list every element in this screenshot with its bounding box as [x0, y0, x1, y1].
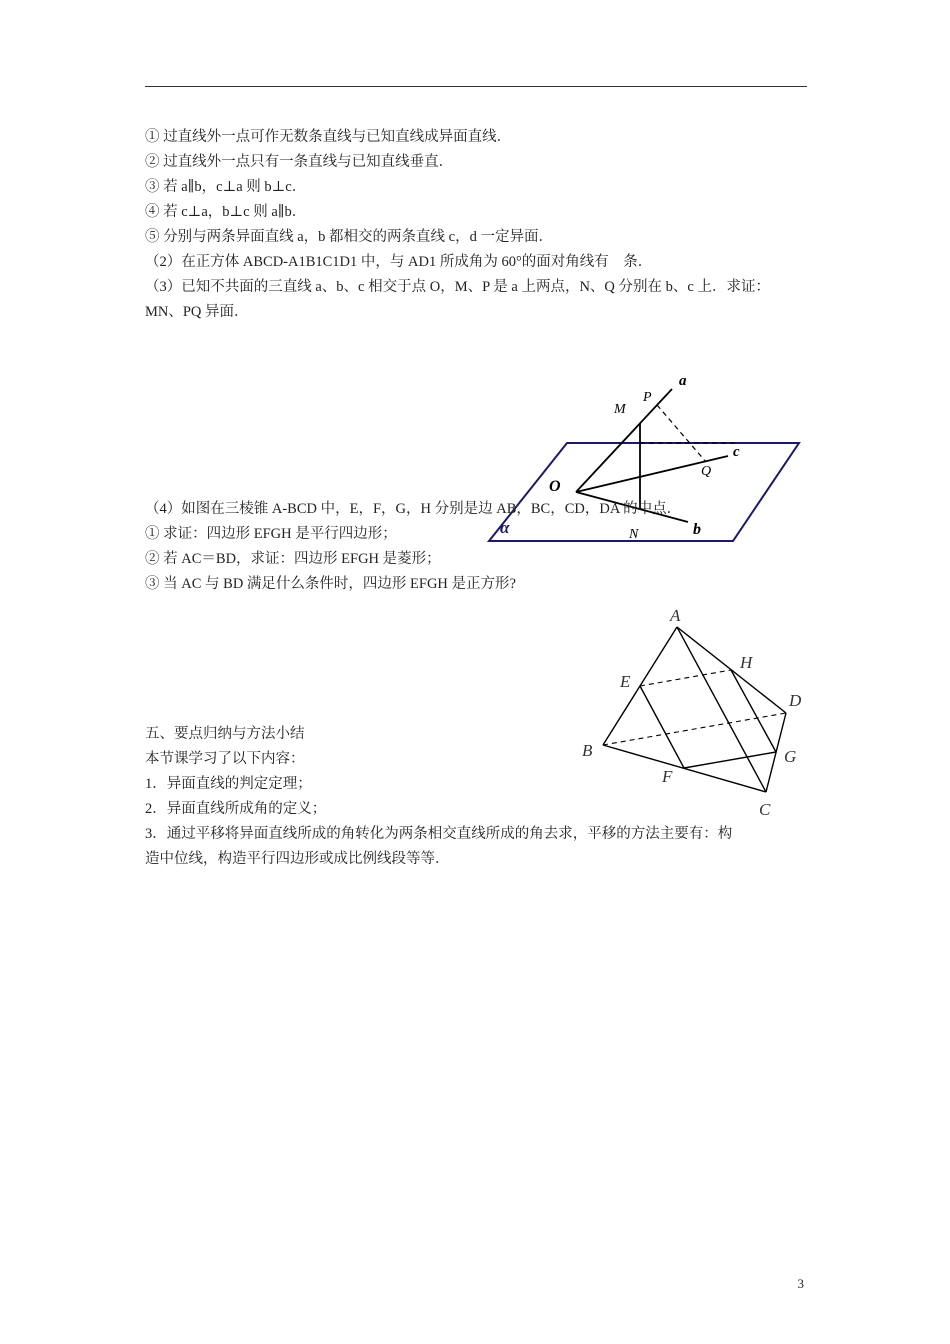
label-a: a: [679, 373, 687, 389]
segment-EF: [640, 686, 684, 768]
statement-4: ④ 若 c⊥a，b⊥c 则 a∥b．: [145, 204, 307, 220]
segment-FG: [684, 752, 776, 768]
label-B: B: [582, 741, 593, 760]
statement-5: ⑤ 分别与两条异面直线 a，b 都相交的两条直线 c，d 一定异面．: [145, 229, 553, 245]
summary-item-3-line1: 3．通过平移将异面直线所成的角转化为两条相交直线所成的角去求，平移的方法主要有：构: [145, 826, 733, 842]
segment-PQ: [657, 405, 706, 462]
label-N: N: [629, 527, 639, 542]
question-3-line2: MN、PQ 异面．: [145, 304, 249, 320]
question-2: （2）在正方体 ABCD-A1B1C1D1 中，与 AD1 所成角为 60°的面对角线有 条．: [145, 254, 653, 270]
summary-item-3-line2: 造中位线，构造平行四边形或成比例线段等等．: [145, 851, 450, 867]
header-rule: [145, 86, 807, 87]
label-Q: Q: [701, 464, 712, 479]
plane-alpha: [489, 443, 799, 541]
label-C: C: [759, 800, 771, 819]
label-b: b: [693, 521, 701, 538]
summary-intro: 本节课学习了以下内容：: [145, 751, 305, 767]
label-M: M: [614, 402, 626, 417]
figure-skew-lines: [480, 365, 810, 550]
question-4-part3: ③ 当 AC 与 BD 满足什么条件时，四边形 EFGH 是正方形?: [145, 576, 516, 592]
label-c: c: [733, 444, 740, 460]
edge-BD: [603, 713, 786, 745]
statement-2: ② 过直线外一点只有一条直线与已知直线垂直．: [145, 154, 454, 170]
question-3-line1: （3）已知不共面的三直线 a、b、c 相交于点 O，M、P 是 a 上两点，N、Q 分别在 b、c 上．求证：: [145, 279, 770, 295]
question-4-part2: ② 若 AC＝BD，求证：四边形 EFGH 是菱形；: [145, 551, 441, 567]
figure-tetrahedron: [575, 600, 810, 825]
label-H: H: [740, 653, 753, 672]
question-4: （4）如图在三棱锥 A-BCD 中，E，F，G，H 分别是边 AB，BC，CD，DA 的中点．: [145, 501, 682, 517]
section-five-heading: 五、要点归纳与方法小结: [145, 726, 305, 742]
question-4-part1: ① 求证：四边形 EFGH 是平行四边形；: [145, 526, 397, 542]
summary-item-2: 2．异面直线所成角的定义；: [145, 801, 327, 817]
summary-item-1: 1．异面直线的判定定理；: [145, 776, 312, 792]
label-P: P: [643, 390, 652, 405]
label-G: G: [784, 747, 797, 766]
label-E: E: [620, 672, 631, 691]
segment-EH: [640, 670, 731, 686]
label-O: O: [549, 478, 561, 495]
label-alpha: α: [500, 518, 510, 537]
statement-1: ① 过直线外一点可作无数条直线与已知直线成异面直线．: [145, 129, 512, 145]
label-A: A: [670, 606, 681, 625]
label-F: F: [662, 767, 673, 786]
statement-3: ③ 若 a∥b，c⊥a 则 b⊥c．: [145, 179, 307, 195]
page-number: 3: [797, 1276, 804, 1291]
label-D: D: [789, 691, 802, 710]
